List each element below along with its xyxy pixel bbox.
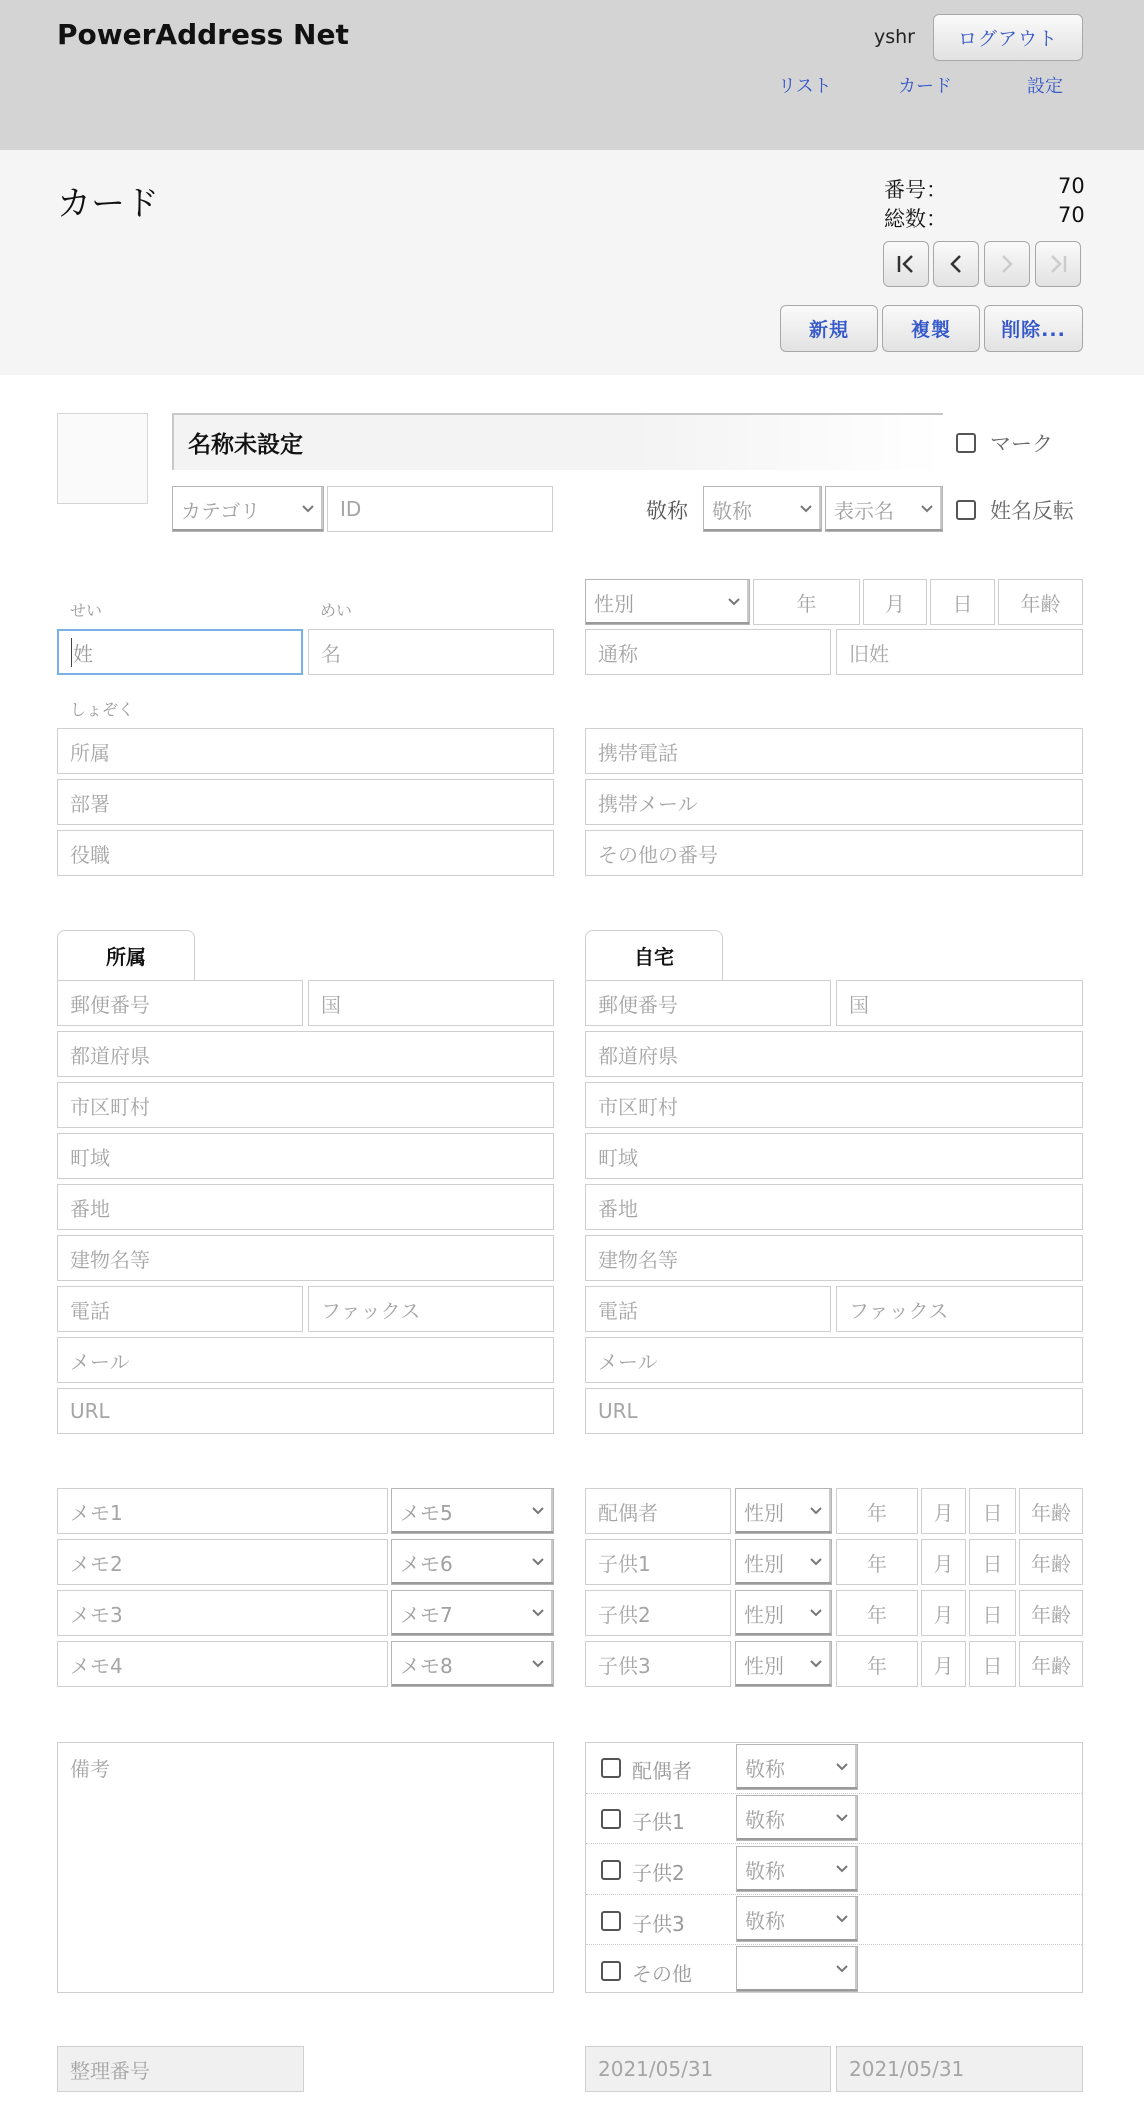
child3-honorific-select[interactable] [736, 1896, 858, 1942]
child1-gender-value: 性別 [744, 1551, 784, 1576]
chevron-left-icon [943, 251, 969, 277]
work-street-input[interactable]: 番地 [57, 1184, 554, 1230]
gender-select[interactable] [585, 579, 750, 625]
chevron-down-icon [835, 1862, 849, 1876]
work-fax-input[interactable]: ファックス [308, 1286, 554, 1332]
reference-number-field: 整理番号 [57, 2046, 304, 2092]
mark-label: マーク [990, 432, 1053, 456]
logout-button[interactable]: ログアウト [933, 14, 1083, 61]
record-total-value: 70 [1058, 203, 1085, 227]
child1-day-input[interactable]: 日 [969, 1539, 1016, 1585]
child2-gender-value: 性別 [744, 1602, 784, 1627]
birth-year-input[interactable]: 年 [753, 579, 860, 625]
child1-month-input[interactable]: 月 [921, 1539, 966, 1585]
nav-settings-link[interactable]: 設定 [1027, 76, 1063, 97]
record-number-label: 番号： [884, 178, 947, 202]
tab-work-address[interactable]: 所属 [57, 930, 195, 980]
divider [586, 1894, 1082, 1895]
home-postal-input[interactable]: 郵便番号 [585, 980, 831, 1026]
duplicate-card-button[interactable]: 複製 [882, 305, 980, 352]
spouse-gender-value: 性別 [744, 1500, 784, 1525]
child3-year-input[interactable]: 年 [836, 1641, 918, 1687]
work-country-input[interactable]: 国 [308, 980, 554, 1026]
home-street-input[interactable]: 番地 [585, 1184, 1083, 1230]
record-number-value: 70 [1058, 174, 1085, 198]
child3-honorific-value: 敬称 [745, 1908, 785, 1933]
record-total-label: 総数： [884, 207, 947, 231]
memo4-input[interactable]: メモ4 [57, 1641, 388, 1687]
spouse-name-input[interactable]: 配偶者 [585, 1488, 731, 1534]
child3-gender-value: 性別 [744, 1653, 784, 1678]
chevron-down-icon [531, 1555, 545, 1569]
gender-select-value: 性別 [594, 591, 634, 616]
memo1-input[interactable]: メモ1 [57, 1488, 388, 1534]
honorific-select[interactable] [703, 486, 822, 532]
work-postal-input[interactable]: 郵便番号 [57, 980, 303, 1026]
divider [586, 1843, 1082, 1844]
chevron-down-icon [809, 1657, 823, 1671]
chevron-right-icon [994, 251, 1020, 277]
child1-gender-select[interactable] [735, 1539, 832, 1585]
chevron-down-icon [301, 502, 315, 516]
display-name-select-value: 表示名 [834, 498, 894, 523]
last-name-placeholder: 姓 [71, 638, 93, 667]
child1-age-input[interactable]: 年齢 [1019, 1539, 1083, 1585]
child2-checkbox[interactable] [601, 1860, 621, 1880]
memo6-value: メモ6 [400, 1551, 453, 1576]
mark-checkbox[interactable] [956, 433, 976, 453]
work-city-input[interactable]: 市区町村 [57, 1082, 554, 1128]
home-phone-input[interactable]: 電話 [585, 1286, 831, 1332]
last-name-input[interactable] [57, 629, 303, 675]
display-name-title: 名称未設定 [172, 413, 943, 470]
chevron-down-icon [920, 502, 934, 516]
chevron-down-icon [835, 1962, 849, 1976]
home-town-input[interactable]: 町域 [585, 1133, 1083, 1179]
app-brand: PowerAddress Net [57, 18, 349, 51]
other-check-label: その他 [632, 1962, 692, 1986]
chevron-down-icon [835, 1912, 849, 1926]
child1-checkbox[interactable] [601, 1809, 621, 1829]
position-input[interactable]: 役職 [57, 830, 554, 876]
work-building-input[interactable]: 建物名等 [57, 1235, 554, 1281]
child3-name-input[interactable]: 子供3 [585, 1641, 731, 1687]
mobile-mail-input[interactable]: 携帯メール [585, 779, 1083, 825]
child2-check-label: 子供2 [632, 1861, 685, 1885]
spouse-check-label: 配偶者 [632, 1759, 692, 1783]
nav-card-link[interactable]: カード [898, 76, 952, 97]
chevron-down-icon [835, 1811, 849, 1825]
memo3-input[interactable]: メモ3 [57, 1590, 388, 1636]
photo-placeholder[interactable] [57, 413, 148, 504]
child1-honorific-value: 敬称 [745, 1807, 785, 1832]
memo8-select[interactable] [391, 1641, 554, 1687]
user-name: yshr [874, 26, 915, 48]
chevron-down-icon [835, 1760, 849, 1774]
birth-day-input[interactable]: 日 [930, 579, 995, 625]
department-input[interactable]: 部署 [57, 779, 554, 825]
last-icon [1045, 251, 1071, 277]
child2-name-input[interactable]: 子供2 [585, 1590, 731, 1636]
first-record-button[interactable] [883, 241, 929, 287]
display-name-select[interactable] [825, 486, 943, 532]
work-town-input[interactable]: 町域 [57, 1133, 554, 1179]
chevron-down-icon [799, 502, 813, 516]
home-building-input[interactable]: 建物名等 [585, 1235, 1083, 1281]
chevron-down-icon [809, 1555, 823, 1569]
maiden-name-input[interactable]: 旧姓 [836, 629, 1083, 675]
memo5-select[interactable] [391, 1488, 554, 1534]
name-swap-checkbox[interactable] [956, 500, 976, 520]
last-record-button[interactable] [1035, 241, 1081, 287]
memo6-select[interactable] [391, 1539, 554, 1585]
child2-gender-select[interactable] [735, 1590, 832, 1636]
age-input[interactable]: 年齢 [998, 579, 1083, 625]
birth-month-input[interactable]: 月 [863, 579, 927, 625]
home-url-input[interactable]: URL [585, 1388, 1083, 1434]
spouse-honorific-value: 敬称 [745, 1756, 785, 1781]
other-honorific-select[interactable] [736, 1946, 858, 1992]
work-url-input[interactable]: URL [57, 1388, 554, 1434]
child2-honorific-value: 敬称 [745, 1858, 785, 1883]
child3-gender-select[interactable] [735, 1641, 832, 1687]
child2-month-input[interactable]: 月 [921, 1590, 966, 1636]
chevron-down-icon [531, 1504, 545, 1518]
divider [586, 1793, 1082, 1794]
memo2-input[interactable]: メモ2 [57, 1539, 388, 1585]
home-city-input[interactable]: 市区町村 [585, 1082, 1083, 1128]
alias-input[interactable]: 通称 [585, 629, 831, 675]
category-select-value: カテゴリ [181, 498, 261, 523]
affiliation-input[interactable]: 所属 [57, 728, 554, 774]
sei-kana-label: せい [70, 601, 103, 620]
other-number-input[interactable]: その他の番号 [585, 830, 1083, 876]
home-mail-input[interactable]: メール [585, 1337, 1083, 1383]
child2-day-input[interactable]: 日 [969, 1590, 1016, 1636]
chevron-down-icon [727, 595, 741, 609]
first-name-input[interactable]: 名 [308, 629, 554, 675]
work-prefecture-input[interactable]: 都道府県 [57, 1031, 554, 1077]
divider [586, 1944, 1082, 1945]
spouse-year-input[interactable]: 年 [836, 1488, 918, 1534]
child3-checkbox[interactable] [601, 1911, 621, 1931]
spouse-age-input[interactable]: 年齢 [1019, 1488, 1083, 1534]
tab-home-address[interactable]: 自宅 [585, 930, 723, 980]
chevron-down-icon [531, 1657, 545, 1671]
new-card-button[interactable]: 新規 [780, 305, 878, 352]
spouse-checkbox[interactable] [601, 1758, 621, 1778]
honorific-label: 敬称 [646, 499, 688, 523]
affiliation-kana-label: しょぞく [70, 700, 135, 719]
spouse-day-input[interactable]: 日 [969, 1488, 1016, 1534]
child1-check-label: 子供1 [632, 1810, 685, 1834]
mobile-phone-input[interactable]: 携帯電話 [585, 728, 1083, 774]
mei-kana-label: めい [320, 601, 353, 620]
child2-age-input[interactable]: 年齢 [1019, 1590, 1083, 1636]
work-phone-input[interactable]: 電話 [57, 1286, 303, 1332]
spouse-gender-select[interactable] [735, 1488, 832, 1534]
home-country-input[interactable]: 国 [836, 980, 1083, 1026]
category-select[interactable] [172, 486, 324, 532]
remarks-textarea[interactable]: 備考 [57, 1742, 554, 1993]
child1-year-input[interactable]: 年 [836, 1539, 918, 1585]
child1-honorific-select[interactable] [736, 1795, 858, 1841]
memo7-value: メモ7 [400, 1602, 453, 1627]
next-record-button[interactable] [984, 241, 1030, 287]
first-icon [893, 251, 919, 277]
child2-honorific-select[interactable] [736, 1846, 858, 1892]
home-prefecture-input[interactable]: 都道府県 [585, 1031, 1083, 1077]
spouse-month-input[interactable]: 月 [921, 1488, 966, 1534]
honorific-select-value: 敬称 [712, 498, 752, 523]
previous-record-button[interactable] [933, 241, 979, 287]
work-mail-input[interactable]: メール [57, 1337, 554, 1383]
chevron-down-icon [531, 1606, 545, 1620]
modified-date-field: 2021/05/31 [836, 2046, 1083, 2092]
delete-card-button[interactable]: 削除... [984, 305, 1083, 352]
child2-year-input[interactable]: 年 [836, 1590, 918, 1636]
chevron-down-icon [809, 1606, 823, 1620]
chevron-down-icon [809, 1504, 823, 1518]
nav-list-link[interactable]: リスト [778, 76, 832, 97]
spouse-honorific-select[interactable] [736, 1744, 858, 1790]
page-title: カード [57, 184, 159, 224]
memo5-value: メモ5 [400, 1500, 453, 1525]
memo8-value: メモ8 [400, 1653, 453, 1678]
child3-day-input[interactable]: 日 [969, 1641, 1016, 1687]
name-swap-label: 姓名反転 [990, 499, 1074, 523]
other-checkbox[interactable] [601, 1961, 621, 1981]
id-input[interactable]: ID [327, 486, 553, 532]
child3-month-input[interactable]: 月 [921, 1641, 966, 1687]
home-fax-input[interactable]: ファックス [836, 1286, 1083, 1332]
child1-name-input[interactable]: 子供1 [585, 1539, 731, 1585]
memo7-select[interactable] [391, 1590, 554, 1636]
child3-age-input[interactable]: 年齢 [1019, 1641, 1083, 1687]
child3-check-label: 子供3 [632, 1912, 685, 1936]
created-date-field: 2021/05/31 [585, 2046, 831, 2092]
